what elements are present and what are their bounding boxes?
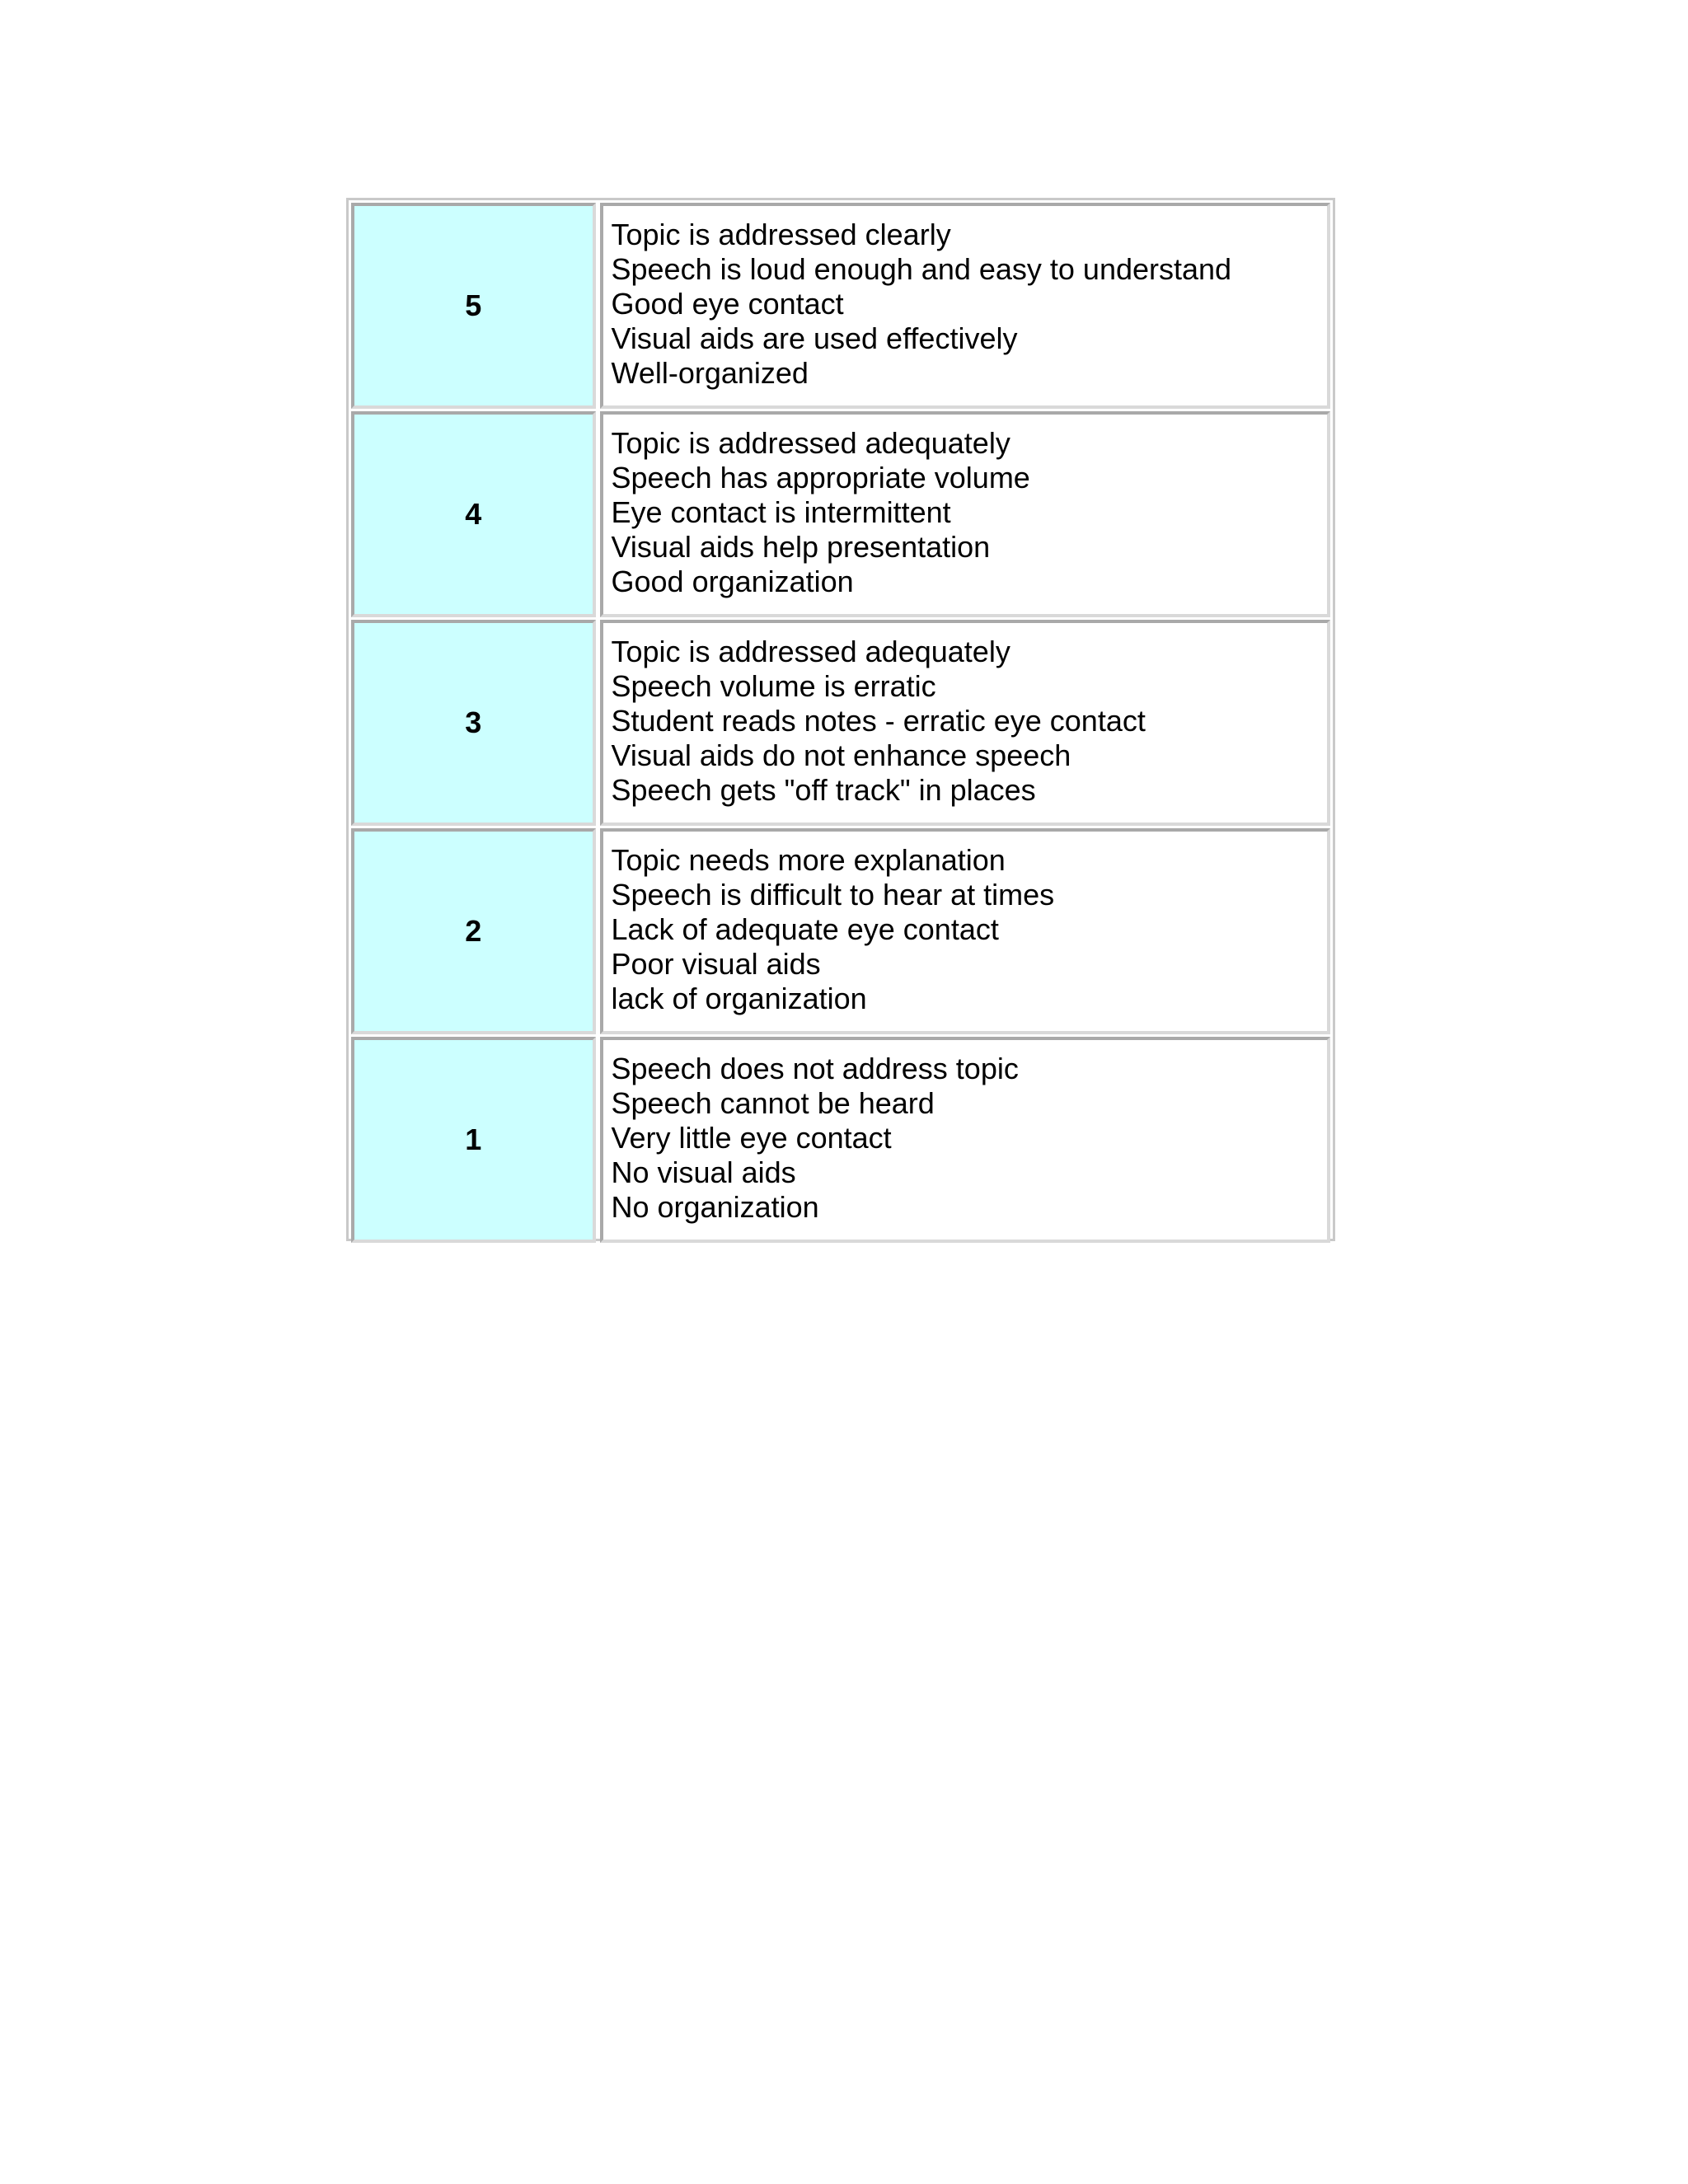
criteria-line: Speech is difficult to hear at times	[611, 878, 1055, 912]
score-cell: 1	[351, 1037, 596, 1243]
score-cell: 4	[351, 411, 596, 617]
criteria-cell	[600, 203, 1331, 409]
criteria-line: Topic is addressed clearly	[611, 218, 951, 251]
rubric-row-score-5	[351, 203, 1330, 409]
criteria-cell	[600, 828, 1331, 1034]
criteria-line: Topic is addressed adequately	[611, 426, 1010, 460]
criteria-line: Speech does not address topic	[611, 1052, 1019, 1085]
score-cell: 3	[351, 620, 596, 826]
rubric-table	[346, 198, 1335, 1241]
rubric-row-score-3	[351, 620, 1330, 826]
criteria-line: Speech gets "off track" in places	[611, 773, 1036, 807]
criteria-line: Very little eye contact	[611, 1121, 892, 1155]
criteria-line: Visual aids are used effectively	[611, 321, 1018, 355]
criteria-line: Speech is loud enough and easy to understand	[611, 252, 1232, 286]
criteria-line: Poor visual aids	[611, 947, 821, 981]
criteria-cell	[600, 1037, 1331, 1243]
criteria-line: Topic is addressed adequately	[611, 635, 1010, 668]
criteria-line: Lack of adequate eye contact	[611, 912, 999, 946]
criteria-line: Speech has appropriate volume	[611, 461, 1030, 494]
criteria-line: Topic needs more explanation	[611, 843, 1006, 877]
criteria-cell	[600, 411, 1331, 617]
criteria-line: Student reads notes - erratic eye contact	[611, 704, 1146, 738]
criteria-cell	[600, 620, 1331, 826]
criteria-line: No visual aids	[611, 1155, 796, 1189]
criteria-line: Good eye contact	[611, 287, 844, 321]
rubric-row-score-4	[351, 411, 1330, 617]
criteria-line: Speech cannot be heard	[611, 1086, 935, 1120]
rubric-row-score-2	[351, 828, 1330, 1034]
criteria-line: Well-organized	[611, 356, 809, 390]
criteria-line: Speech volume is erratic	[611, 669, 936, 703]
criteria-line: lack of organization	[611, 982, 867, 1015]
rubric-row-score-1	[351, 1037, 1330, 1243]
criteria-line: Eye contact is intermittent	[611, 495, 951, 529]
criteria-line: Good organization	[611, 565, 854, 598]
criteria-line: Visual aids help presentation	[611, 530, 991, 564]
criteria-line: No organization	[611, 1190, 819, 1224]
criteria-line: Visual aids do not enhance speech	[611, 738, 1071, 772]
score-cell: 2	[351, 828, 596, 1034]
score-cell: 5	[351, 203, 596, 409]
